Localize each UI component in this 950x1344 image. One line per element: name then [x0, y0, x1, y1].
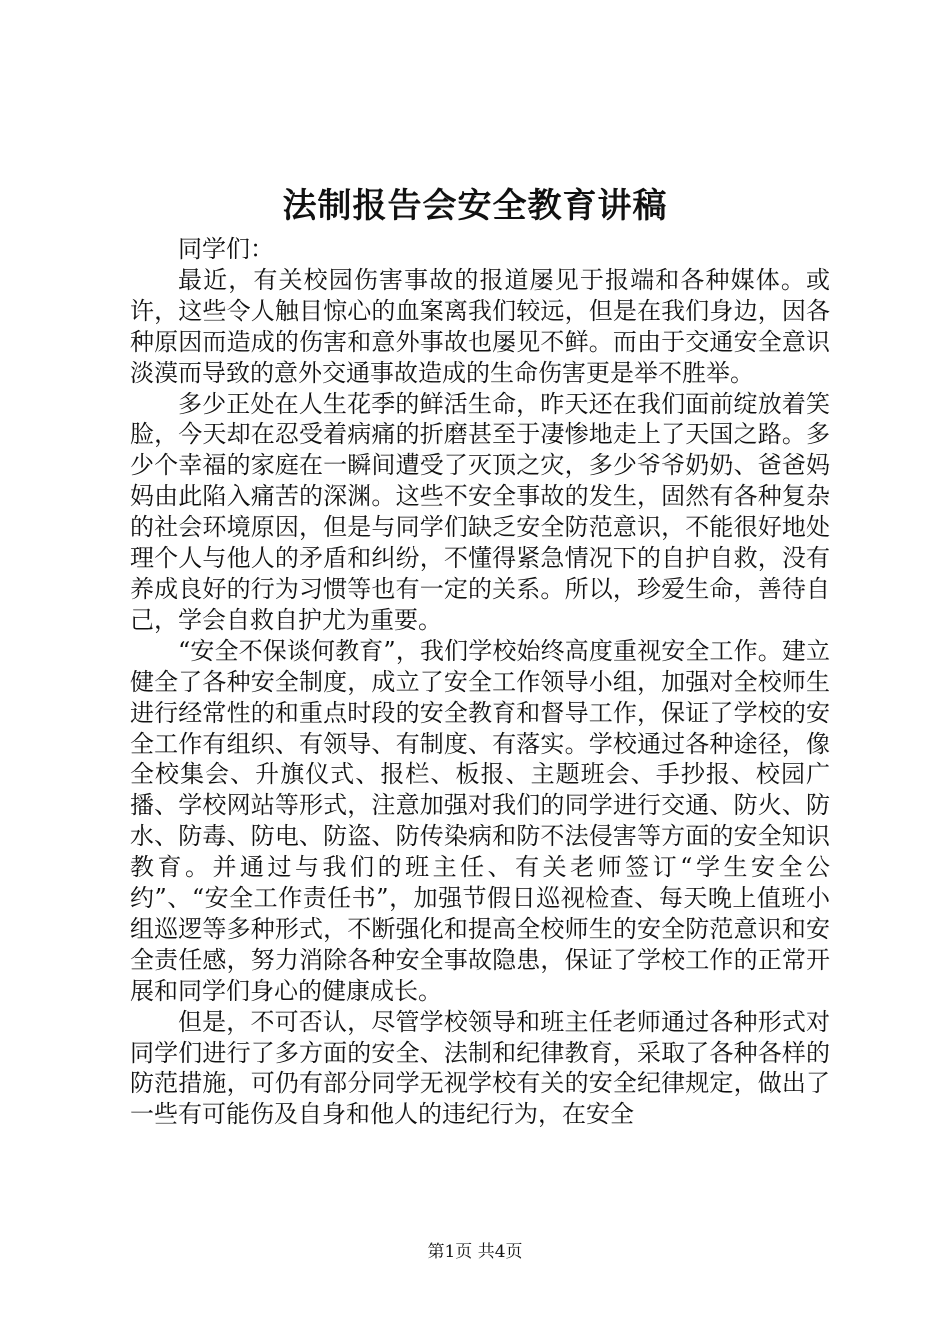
document-title: 法制报告会安全教育讲稿 — [282, 186, 668, 226]
page-number-footer: 第1页 共4页 — [427, 1242, 523, 1262]
paragraph: 多少正处在人生花季的鲜活生命，昨天还在我们面前绽放着笑脸，今天却在忍受着病痛的折磨甚至于凄惨地走上了天国之路。多少个幸福的家庭在一瞬间遭受了灭顶之灾，多少爷爷奶奶、爸爸妈妈由此陷入痛苦的深渊。这些不安全事故的发生，固然有各种复杂的社会环境原因，但是与同学们缺乏安全防范意识，不能很好地处理个人与他人的矛盾和纠纷，不懂得紧急情况下的自护自救，没有养成良好的行为习惯等也有一定的关系。所以，珍爱生命，善待自己，学会自救自护尤为重要。 — [130, 389, 830, 634]
paragraph: 最近，有关校园伤害事故的报道屡见于报端和各种媒体。或许，这些令人触目惊心的血案离我们较远，但是在我们身边，因各种原因而造成的伤害和意外事故也屡见不鲜。而由于交通安全意识淡漠而导致的意外交通事故造成的生命伤害更是举不胜举。 — [130, 265, 830, 387]
salutation: 同学们： — [178, 235, 274, 263]
document-body — [130, 234, 830, 1130]
paragraph: 但是，不可否认，尽管学校领导和班主任老师通过各种形式对同学们进行了多方面的安全、法制和纪律教育，采取了各种各样的防范措施，可仍有部分同学无视学校有关的安全纪律规定，做出了一些有可能伤及自身和他人的违纪行为，在安全 — [130, 1007, 830, 1129]
paragraph: “安全不保谈何教育”，我们学校始终高度重视安全工作。建立健全了各种安全制度，成立了安全工作领导小组，加强对全校师生进行经常性的和重点时段的安全教育和督导工作，保证了学校的安全工作有组织、有领导、有制度、有落实。学校通过各种途径，像全校集会、升旗仪式、报栏、板报、主题班会、手抄报、校园广播、学校网站等形式，注意加强对我们的同学进行交通、防火、防水、防毒、防电、防盗、防传染病和防不法侵害等方面的安全知识教育。并通过与我们的班主任、有关老师签订“学生安全公约”、“安全工作责任书”，加强节假日巡视检查、每天晚上值班小组巡逻等多种形式，不断强化和提高全校师生的安全防范意识和安全责任感，努力消除各种安全事故隐患，保证了学校工作的正常开展和同学们身心的健康成长。 — [130, 636, 830, 1005]
